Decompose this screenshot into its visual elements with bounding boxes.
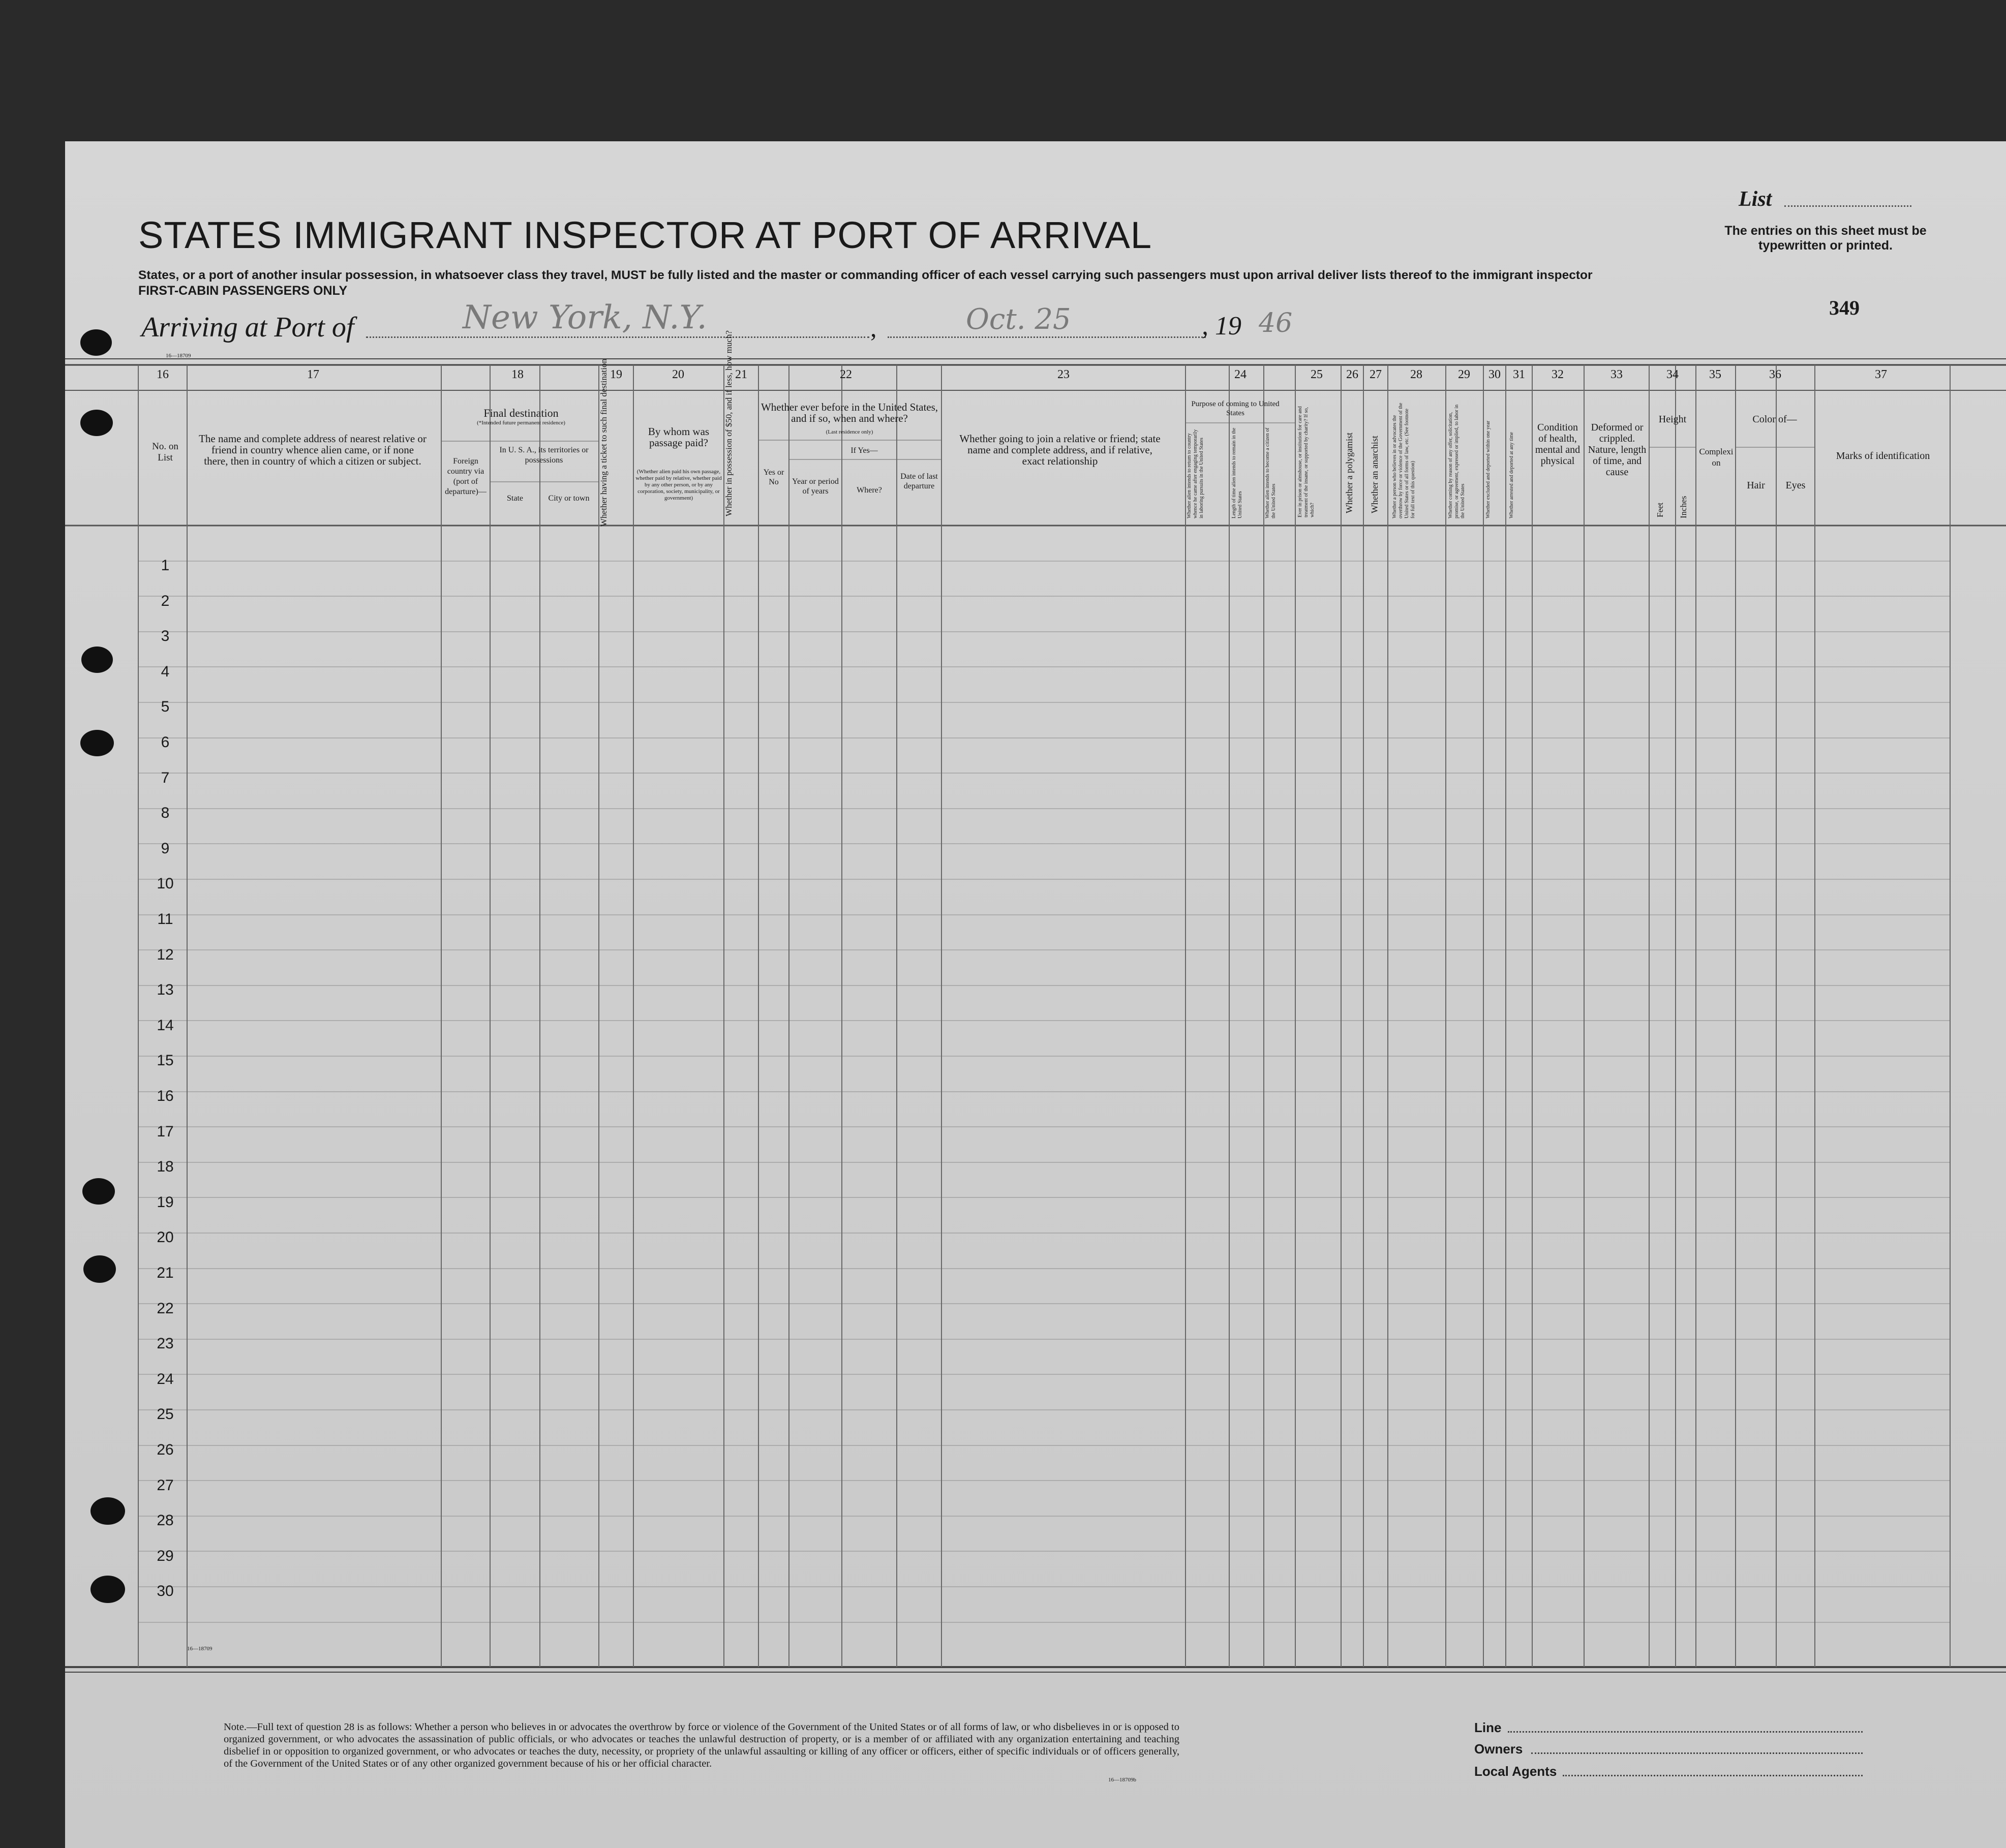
row-number: 27 (157, 1477, 174, 1494)
owners-label: Owners (1474, 1741, 1523, 1757)
row-number: 21 (157, 1265, 174, 1281)
owners-field[interactable] (1531, 1752, 1863, 1754)
row-number: 26 (157, 1441, 174, 1458)
sheet-number: 349 (1829, 296, 1860, 319)
row-number: 25 (157, 1406, 174, 1423)
row-number: 19 (157, 1194, 174, 1211)
row-number: 4 (161, 663, 170, 680)
col36-eyes: Eyes (1785, 480, 1806, 491)
col37-header: Marks of identification (1836, 450, 1930, 461)
row-number: 22 (157, 1300, 174, 1317)
local-agents-label: Local Agents (1474, 1764, 1557, 1779)
col36-hair: Hair (1747, 480, 1765, 491)
list-label: List (1739, 188, 1772, 211)
column-number: 35 (1709, 368, 1721, 381)
row-number: 2 (161, 593, 170, 609)
col18-usa: In U. S. A., its territories or possessions (499, 446, 589, 465)
column-number: 32 (1552, 368, 1564, 381)
col18-foreign: Foreign country via (port of departure)— (445, 457, 487, 496)
col33-header: Deformed or crippled. Nature, length of time, and cause (1588, 422, 1647, 478)
date-handwritten: Oct. 25 (966, 303, 1071, 336)
column-number: 37 (1875, 368, 1887, 381)
col34-feet: Feet (1655, 502, 1665, 517)
arriving-label: Arriving at Port of (141, 312, 354, 343)
col28-header: Whether a person who believes in or advocates the overthrow by force or violence of the Government of the United States or of all forms of law, etc. (See footnote for full text of this question) (1392, 403, 1416, 518)
column-number: 24 (1234, 368, 1247, 381)
col27-header: Whether an anarchist (1370, 436, 1380, 513)
row-number: 17 (157, 1123, 174, 1140)
row-number: 7 (161, 769, 170, 786)
row-number: 28 (157, 1512, 174, 1529)
row-number: 10 (157, 875, 174, 892)
col22-ifyes: If Yes— (850, 446, 878, 455)
row-number: 20 (157, 1229, 174, 1246)
col20-note: (Whether alien paid his own passage, whether paid by relative, whether paid by any other person, or by any corporation, society, municipality, or government) (635, 469, 722, 501)
form-code: 16—18709 (166, 353, 191, 359)
column-number: 31 (1513, 368, 1525, 381)
row-number: 8 (161, 805, 170, 821)
col22-year: Year or period of years (792, 477, 839, 496)
col18-title: Final destination (483, 407, 559, 419)
column-number: 21 (735, 368, 747, 381)
line-field[interactable] (1508, 1731, 1863, 1733)
port-handwritten: New York, N.Y. (463, 299, 707, 336)
col24-a: Whether alien intends to return to country whence he came after engaging temporarily in laboring pursuits in the United States (1187, 429, 1204, 518)
column-number: 23 (1057, 368, 1070, 381)
column-number: 30 (1488, 368, 1501, 381)
col35-header: Complexion (1699, 447, 1734, 468)
row-number: 18 (157, 1158, 174, 1175)
column-number: 20 (672, 368, 684, 381)
column-number: 19 (610, 368, 622, 381)
row-number: 14 (157, 1017, 174, 1034)
col29-header: Whether coming by reason of any offer, solicitation, promise, or agreement, expressed or implied, to labor in the United States (1448, 404, 1466, 518)
column-number: 17 (307, 368, 319, 381)
col18-city: City or town (548, 494, 590, 503)
line-label: Line (1474, 1720, 1502, 1735)
typewritten-instruction: The entries on this sheet must be typewritten or printed. (1724, 224, 1927, 253)
col24-title: Purpose of coming to United States (1191, 400, 1280, 417)
row-number: 5 (161, 698, 170, 715)
col31-header: Whether arrested and deported at any time (1509, 432, 1514, 518)
col22-yesno: Yes or No (763, 468, 784, 486)
column-number: 29 (1458, 368, 1470, 381)
col22-title: Whether ever before in the United States, and if so, when and where? (761, 401, 938, 424)
column-number: 27 (1370, 368, 1382, 381)
col20-title: By whom was passage paid? (648, 425, 710, 449)
year-handwritten: 46 (1259, 308, 1293, 338)
row-number: 13 (157, 981, 174, 998)
column-number: 25 (1311, 368, 1323, 381)
row-number: 3 (161, 628, 170, 644)
local-agents-field[interactable] (1563, 1775, 1863, 1776)
col25-header: Ever in prison or almshouse, or institution for care and treatment of the insane, or supported by charity? If so, which? (1297, 406, 1315, 517)
col22-where: Where? (857, 486, 882, 495)
column-number: 28 (1410, 368, 1422, 381)
form-subtitle: States, or a port of another insular possession, in whatsoever class they travel, MUST be fully listed and the master or commanding officer of each vessel carrying such passengers must upon arrival deliver lists thereof to the immigrant inspector (138, 268, 1593, 282)
column-number: 16 (157, 368, 169, 381)
body-form-code: 16—18709 (187, 1646, 212, 1652)
col21-header: Whether in possession of $50, and if less, how much? (724, 330, 734, 516)
footnote-form-code: 16—18709b (1108, 1777, 1136, 1783)
row-number: 15 (157, 1052, 174, 1069)
col24-b: Length of time alien intends to remain in the United States (1231, 427, 1243, 518)
column-number: 33 (1610, 368, 1623, 381)
row-number: 1 (161, 557, 170, 574)
col22-note: (Last residence only) (826, 429, 873, 435)
year-prefix: , 19 (1202, 312, 1241, 341)
footnote: Note.—Full text of question 28 is as follows: Whether a person who believes in or advocates the overthrow by force or violence of the Government of the United States or of all forms of law, or who disbelieves in or is opposed to organized government, or who advocates the assassination of public officials, or who advocates or teaches the unlawful destruction of property, or is a member of or affiliated with any organization entertaining and teaching disbelief in or opposition to organized government, or who advocates or teaches the duty, necessity, or propriety of the unlawful assaulting or killing of any officer or officers, either of specific individuals or of officers generally, of the Government of the United States or of any other organized government because of his or her official character. (224, 1721, 1179, 1769)
column-number: 22 (840, 368, 852, 381)
row-number: 30 (157, 1583, 174, 1599)
col26-header: Whether a polygamist (1344, 433, 1354, 513)
row-number: 29 (157, 1548, 174, 1564)
row-number: 24 (157, 1371, 174, 1388)
col36-title: Color of— (1752, 414, 1797, 425)
col23-header: Whether going to join a relative or friend; state name and complete address, and if relative, exact relationship (959, 433, 1161, 467)
col18-note: (*Intended future permanent residence) (477, 420, 565, 426)
column-number: 26 (1346, 368, 1358, 381)
column-number: 34 (1666, 368, 1679, 381)
column-number: 18 (511, 368, 524, 381)
column-number: 36 (1769, 368, 1781, 381)
col30-header: Whether excluded and deported within one year (1485, 420, 1491, 518)
row-number: 9 (161, 840, 170, 857)
col34-title: Height (1658, 414, 1687, 425)
col34-inches: Inches (1679, 496, 1688, 518)
row-number: 16 (157, 1088, 174, 1104)
col18-state: State (507, 494, 523, 503)
form-title: STATES IMMIGRANT INSPECTOR AT PORT OF ARRIVAL (138, 214, 1152, 256)
col24-c: Whether alien intends to become a citizen of the United States (1265, 427, 1276, 518)
col17-header: The name and complete address of nearest relative or friend in country whence alien came, or if none there, then in country of which a citizen or subject. (199, 433, 427, 467)
row-number: 12 (157, 946, 174, 963)
row-number: 11 (157, 911, 173, 928)
col19-header: Whether having a ticket to such final destination (599, 359, 609, 527)
col16-header: No. on List (152, 441, 178, 463)
col32-header: Condition of health, mental and physical (1535, 422, 1581, 467)
row-number: 23 (157, 1335, 174, 1352)
row-number: 6 (161, 734, 170, 751)
col22-date: Date of last departure (900, 472, 938, 490)
class-line: FIRST-CABIN PASSENGERS ONLY (138, 284, 348, 298)
